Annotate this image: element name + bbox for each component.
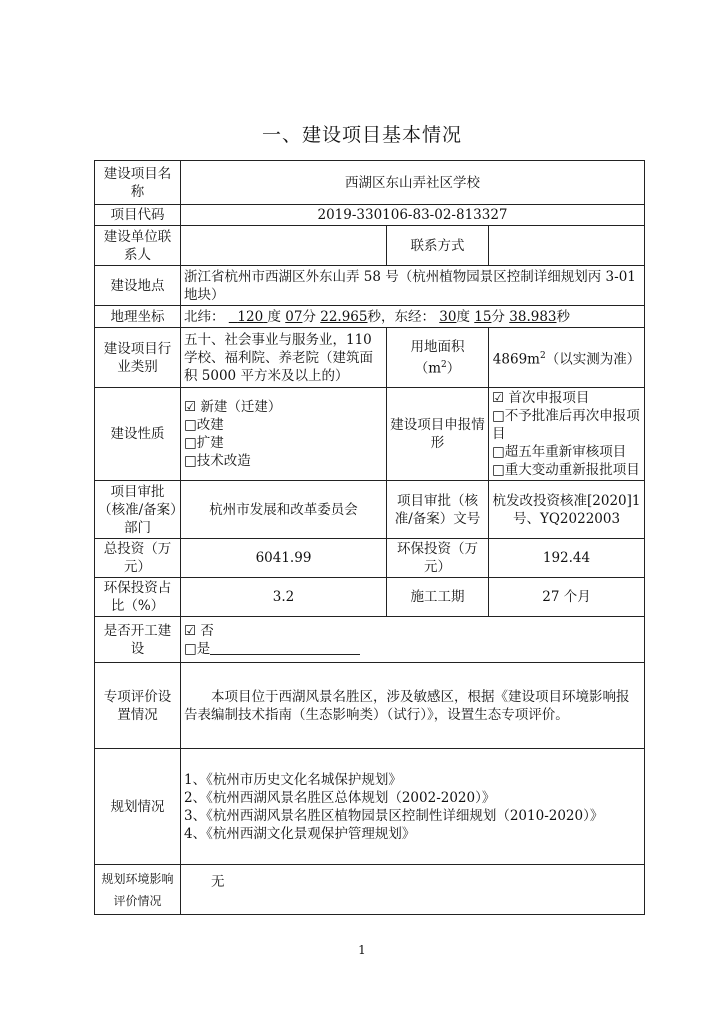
- row-location: [95, 266, 645, 306]
- coord-prefix-2: 东经：: [394, 308, 435, 325]
- nature-label: 建设性质: [95, 388, 181, 481]
- coord-min-1: 07: [285, 308, 303, 325]
- coord-sec-1: 22.965: [320, 308, 368, 325]
- contact-person-label: 建设单位联系人: [95, 226, 181, 266]
- industry-value: 五十、社会事业与服务业，110 学校、福利院、养老院（建筑面积 5000 平方米及以上的）: [181, 328, 387, 388]
- special-eval-label: 专项评价设置情况: [95, 663, 181, 749]
- approval-doc-value: 杭发改投资核准[2020]1 号、YQ2022003: [489, 481, 645, 539]
- planning-item: 1、《杭州市历史文化名城保护规划》: [184, 771, 402, 788]
- row-investment: [95, 539, 645, 578]
- total-investment-value: 6041.99: [181, 539, 387, 578]
- coord-min-2: 15: [474, 308, 492, 325]
- contact-method-value: [489, 226, 645, 266]
- situation-major-change: □重大变动重新报批项目: [492, 462, 640, 478]
- nature-option-tech: □技术改造: [184, 453, 251, 469]
- location-value: 浙江省杭州市西湖区外东山弄 58 号（杭州植物园景区控制详细规划丙 3-01 地块）: [181, 266, 645, 306]
- planning-list: [181, 749, 645, 865]
- env-investment-label: 环保投资（万元）: [387, 539, 489, 578]
- sec-unit-end: 秒: [556, 308, 571, 325]
- row-started: [95, 617, 645, 663]
- plan-eia-value: 无: [181, 865, 645, 915]
- env-ratio-label: 环保投资占比（%）: [95, 578, 181, 617]
- row-plan-eia: [95, 865, 645, 915]
- situation-label: 建设项目申报情形: [387, 388, 489, 481]
- special-eval-value: 本项目位于西湖风景名胜区，涉及敏感区，根据《建设项目环境影响报告表编制技术指南（生态影响类）（试行）》，设置生态专项评价。: [181, 663, 645, 749]
- min-unit: 分: [302, 308, 316, 325]
- project-code-value: 2019-330106-83-02-813327: [181, 205, 645, 226]
- contact-method-label: 联系方式: [387, 226, 489, 266]
- planning-item: 3、《杭州西湖风景名胜区植物园景区控制性详细规划（2010-2020）》: [184, 807, 604, 824]
- situation-first: ☑ 首次申报项目: [492, 390, 590, 406]
- row-special: [95, 663, 645, 749]
- deg-unit: 度: [267, 308, 281, 325]
- row-approval: [95, 481, 645, 539]
- project-code-label: 项目代码: [95, 205, 181, 226]
- page-number: 1: [358, 943, 366, 957]
- land-area-value: $4869m^2$（以实测为准）: [489, 328, 645, 388]
- row-project-name: [95, 161, 645, 205]
- project-name-value: 西湖区东山弄社区学校: [181, 161, 645, 205]
- row-planning: [95, 749, 645, 865]
- approval-dept-label: 项目审批（核准/备案）部门: [95, 481, 181, 539]
- project-info-table: [94, 160, 645, 915]
- nature-option-rebuild: □改建: [184, 417, 224, 433]
- approval-doc-label: 项目审批（核准/备案）文号: [387, 481, 489, 539]
- nature-option-new: ☑ 新建（迁建）: [184, 399, 282, 415]
- project-name-label: 建设项目名称: [95, 161, 181, 205]
- planning-item: 2、《杭州西湖风景名胜区总体规划（2002-2020）》: [184, 789, 496, 806]
- approval-dept-value: 杭州市发展和改革委员会: [181, 481, 387, 539]
- env-investment-value: 192.44: [489, 539, 645, 578]
- min-unit-2: 分: [491, 308, 505, 325]
- row-coordinates: [95, 306, 645, 328]
- coord-sec-2: 38.983: [509, 308, 557, 325]
- situation-resubmit: □不予批准后再次申报项目: [492, 408, 640, 442]
- situation-options: [489, 388, 645, 481]
- page-title: 一、建设项目基本情况: [261, 124, 462, 146]
- coord-deg-2: 30: [439, 308, 457, 325]
- planning-label: 规划情况: [95, 749, 181, 865]
- sec-unit: 秒，: [367, 308, 395, 325]
- contact-person-value: [181, 226, 387, 266]
- row-contact: [95, 226, 645, 266]
- nature-option-expand: □扩建: [184, 435, 224, 451]
- started-option-yes: □是: [184, 640, 641, 658]
- construction-period-label: 施工工期: [387, 578, 489, 617]
- coordinates-label: 地理坐标: [95, 306, 181, 328]
- planning-item: 4、《杭州西湖文化景观保护管理规划》: [184, 825, 416, 842]
- coordinates-value: [181, 306, 645, 328]
- location-label: 建设地点: [95, 266, 181, 306]
- coord-prefix-1: 北纬：: [184, 308, 225, 325]
- industry-label: 建设项目行业类别: [95, 328, 181, 388]
- plan-eia-label: 规划环境影响评价情况: [95, 865, 181, 915]
- coord-deg-1: 120: [237, 308, 264, 325]
- row-ratio: [95, 578, 645, 617]
- row-project-code: [95, 205, 645, 226]
- nature-options: [181, 388, 387, 481]
- row-nature: [95, 388, 645, 481]
- deg-unit-2: 度: [456, 308, 470, 325]
- started-option-no: ☑ 否: [184, 622, 214, 639]
- env-ratio-value: 3.2: [181, 578, 387, 617]
- started-label: 是否开工建设: [95, 617, 181, 663]
- total-investment-label: 总投资（万元）: [95, 539, 181, 578]
- construction-period-value: 27 个月: [489, 578, 645, 617]
- row-industry: [95, 328, 645, 388]
- land-area-label: 用地面积$(m^2)$: [387, 328, 489, 388]
- started-options: [181, 617, 645, 663]
- blank-line: [210, 641, 360, 655]
- situation-five-year: □超五年重新审核项目: [492, 444, 627, 460]
